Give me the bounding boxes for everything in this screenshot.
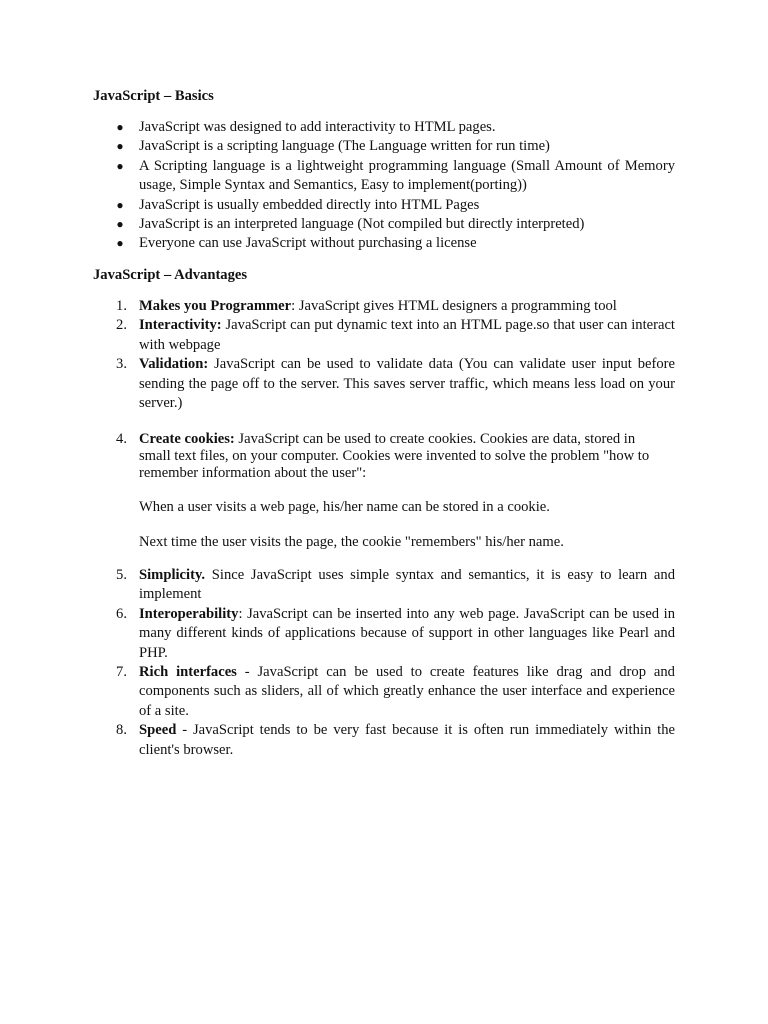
list-item: 3. Validation: JavaScript can be used to validate data (You can validate user input before sending the page off to the server. This saves server traffic, which means less load on your server.) (116, 356, 675, 412)
list-item: 2. Interactivity: JavaScript can put dynamic text into an HTML page.so that user can interact with webpage (116, 317, 675, 353)
list-item: 1. Makes you Programmer: JavaScript gives HTML designers a programming tool (116, 298, 617, 314)
advantages-list-part1 (93, 297, 675, 413)
bullet-icon: ● (116, 158, 124, 173)
bullet-icon: ● (116, 139, 124, 154)
list-item: 4. Create cookies: JavaScript can be used to create cookies. Cookies are data, stored in small text files, on your computer. Cookies were invented to solve the problem "how to remember information about the user": (116, 431, 650, 481)
basics-bullet-list (93, 118, 675, 254)
list-item: ● Everyone can use JavaScript without purchasing a license (93, 234, 675, 253)
list-item: ● JavaScript is an interpreted language (Not compiled but directly interpreted) (93, 215, 675, 234)
list-item: ● JavaScript is usually embedded directly into HTML Pages (93, 196, 675, 215)
cookie-paragraph-1: When a user visits a web page, his/her name can be stored in a cookie. (139, 499, 550, 515)
cookie-paragraph-2: Next time the user visits the page, the cookie "remembers" his/her name. (139, 534, 564, 550)
list-item: ● A Scripting language is a lightweight programming language (Small Amount of Memory usage, Simple Syntax and Semantics, Easy to implement(porting)) (93, 157, 675, 196)
list-item: 6. Interoperability: JavaScript can be inserted into any web page. JavaScript can be used in many different kinds of applications because of support in other languages like Pearl and PHP. (116, 605, 675, 661)
bullet-icon: ● (116, 120, 124, 134)
advantages-list-part2 (93, 566, 675, 760)
basics-heading: JavaScript – Basics (93, 88, 214, 104)
list-item: ● JavaScript was designed to add interactivity to HTML pages. (93, 118, 675, 137)
list-item: 8. Speed - JavaScript tends to be very fast because it is often run immediately within the client's browser. (116, 722, 675, 758)
bullet-icon: ● (116, 197, 124, 212)
advantages-heading: JavaScript – Advantages (93, 267, 248, 283)
list-item: 5. Simplicity. Since JavaScript uses simple syntax and semantics, it is easy to learn and implement (116, 567, 675, 603)
list-item: ● JavaScript is a scripting language (The Language written for run time) (93, 137, 675, 156)
bullet-icon: ● (116, 236, 124, 251)
list-item: 7. Rich interfaces - JavaScript can be used to create features like drag and drop and components such as sliders, all of which greatly enhance the user interface and experience of a site. (116, 664, 675, 719)
advantages-list-item4 (93, 431, 675, 482)
bullet-icon: ● (116, 217, 124, 232)
